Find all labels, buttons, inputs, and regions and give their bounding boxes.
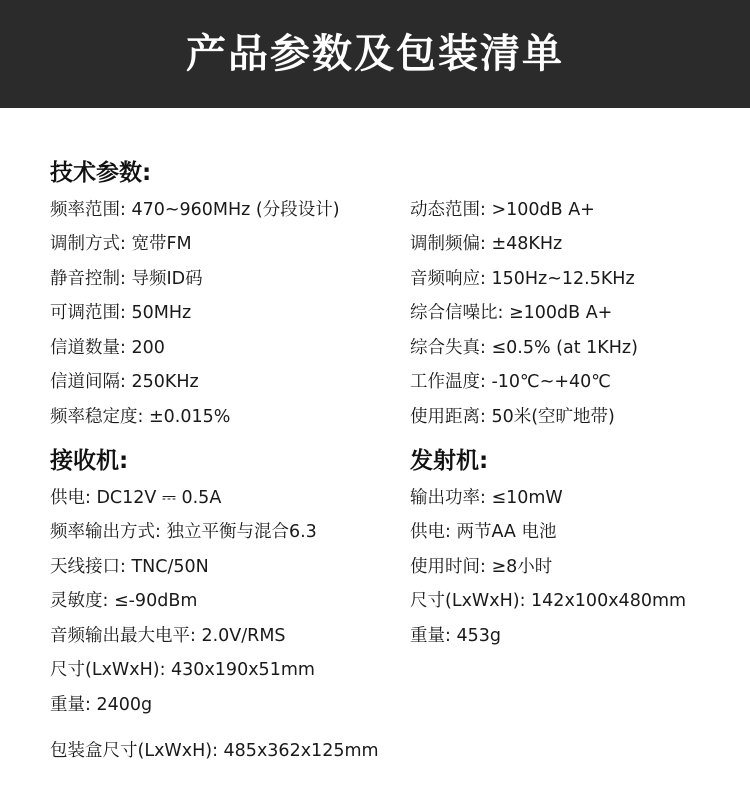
spec-line: 信道间隔: 250KHz <box>50 372 199 393</box>
spec-line: 可调范围: 50MHz <box>50 303 192 324</box>
spec-line: 音频响应: 150Hz~12.5KHz <box>410 268 635 289</box>
spec-line: 输出功率: ≤10mW <box>410 487 563 508</box>
spec-line: 频率输出方式: 独立平衡与混合6.3 <box>50 522 317 543</box>
spec-line: 使用时间: ≥8小时 <box>410 556 553 577</box>
spec-line: 静音控制: 导频ID码 <box>50 268 203 289</box>
packaging-dimensions-line: 包装盒尺寸(LxWxH): 485x362x125mm <box>50 741 379 762</box>
spec-line: 调制方式: 宽带FM <box>50 234 192 255</box>
spec-line: 信道数量: 200 <box>50 337 165 358</box>
spec-line: 供电: 两节AA 电池 <box>410 522 557 543</box>
spec-line: 综合失真: ≤0.5% (at 1KHz) <box>410 337 638 358</box>
spec-line: 调制频偏: ±48KHz <box>410 234 563 255</box>
tech-column-left <box>50 160 410 731</box>
spec-line: 天线接口: TNC/50N <box>50 556 209 577</box>
spec-line: 频率稳定度: ±0.015% <box>50 406 231 427</box>
spec-line: 灵敏度: ≤-90dBm <box>50 591 198 612</box>
page-title: 产品参数及包装清单 <box>186 31 564 77</box>
spec-line: 频率范围: 470~960MHz (分段设计) <box>50 199 340 220</box>
spec-line: 尺寸(LxWxH): 142x100x480mm <box>410 591 687 612</box>
spec-line: 工作温度: -10℃~+40℃ <box>410 372 611 393</box>
transmitter-spec-block <box>410 448 740 645</box>
section-heading-receiver: 接收机: <box>50 448 129 475</box>
packaging-block <box>0 743 750 761</box>
spec-line: 重量: 453g <box>410 625 501 646</box>
spec-line: 音频输出最大电平: 2.0V/RMS <box>50 625 286 646</box>
spec-line: 动态范围: >100dB A+ <box>410 199 595 220</box>
tech-spec-block-right <box>410 160 740 426</box>
spec-line: 使用距离: 50米(空旷地带) <box>410 406 615 427</box>
tech-spec-block-left <box>50 160 410 426</box>
tech-column-right <box>410 160 740 731</box>
spec-content <box>0 108 750 761</box>
spec-line: 重量: 2400g <box>50 694 153 715</box>
section-heading-spacer <box>410 160 740 188</box>
spec-line: 尺寸(LxWxH): 430x190x51mm <box>50 660 315 681</box>
spec-line: 供电: DC12V ⎓ 0.5A <box>50 487 222 508</box>
spec-line: 综合信噪比: ≥100dB A+ <box>410 303 613 324</box>
section-heading-tech: 技术参数: <box>50 160 152 186</box>
receiver-spec-block <box>50 448 410 714</box>
section-heading-transmitter: 发射机: <box>410 448 489 475</box>
page-header-band <box>0 0 750 108</box>
tech-columns <box>0 160 750 731</box>
